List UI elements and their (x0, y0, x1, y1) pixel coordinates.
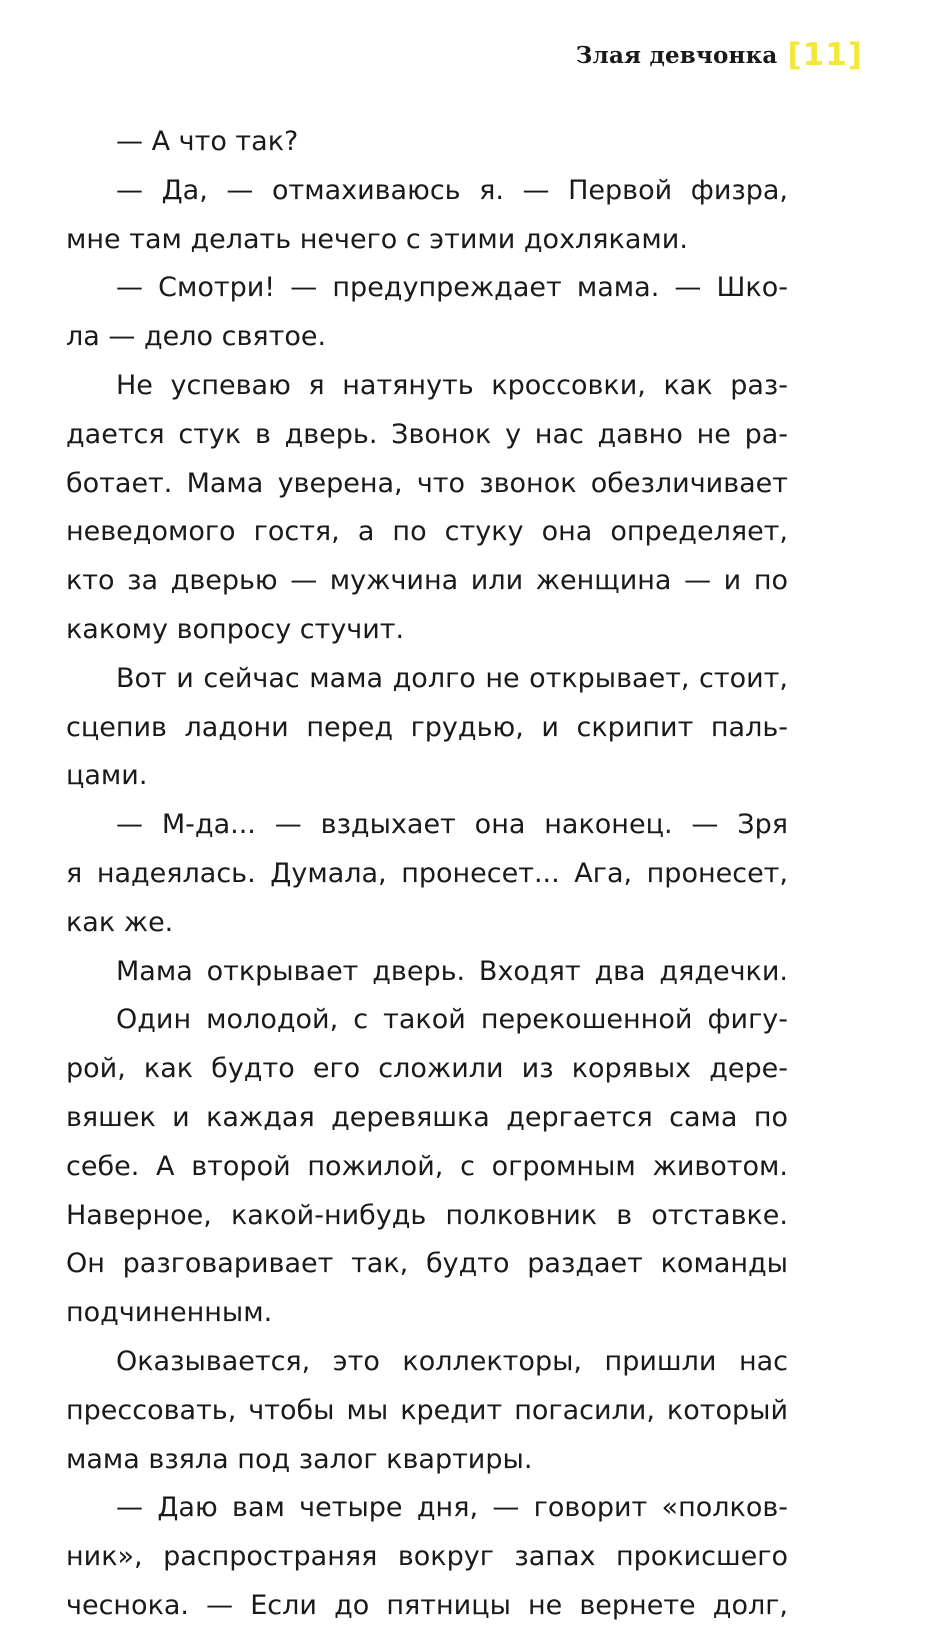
text-line: подчиненным. (66, 1297, 273, 1329)
text-line: — Даю вам четыре дня, — говорит «полков- (116, 1492, 788, 1524)
text-line: Он разговаривает так, будто раздает команды (66, 1248, 788, 1280)
text-line: — М-да... — вздыхает она наконец. — Зря (116, 809, 788, 841)
text-line: как же. (66, 906, 174, 938)
text-line: чеснока. — Если до пятницы не вернете долг, (66, 1589, 788, 1621)
text-line: Наверное, какой-нибудь полковник в отставке. (66, 1199, 788, 1231)
text-line: — А что так? (116, 126, 299, 157)
running-header (575, 37, 863, 73)
text-line: Мама открывает дверь. Входят два дядечки. (116, 955, 788, 987)
text-line: Один молодой, с такой перекошенной фигу- (116, 1004, 788, 1036)
text-line: — Да, — отмахиваюсь я. — Первой физра, (116, 174, 788, 206)
text-line: мама взяла под залог квартиры. (66, 1443, 533, 1475)
text-line: вяшек и каждая деревяшка дергается сама по (66, 1101, 788, 1133)
body-text (66, 118, 788, 1631)
text-line: дается стук в дверь. Звонок у нас давно не ра- (66, 418, 788, 450)
text-line: кто за дверью — мужчина или женщина — и по (66, 565, 788, 597)
text-line: ник», распространяя вокруг запах прокисшего (66, 1541, 788, 1573)
page-number: [11] (787, 37, 863, 73)
text-line: какому вопросу стучит. (66, 613, 405, 645)
text-line: Вот и сейчас мама долго не открывает, стоит, (116, 662, 788, 694)
text-line: ботает. Мама уверена, что звонок обезличивает (66, 467, 788, 499)
text-line: ла — дело святое. (66, 321, 327, 353)
text-line: себе. А второй пожилой, с огромным животом. (66, 1150, 788, 1182)
text-line: мне там делать нечего с этими дохляками. (66, 223, 688, 255)
text-line: я надеялась. Думала, пронесет... Ага, пронесет, (66, 857, 788, 889)
text-line: неведомого гостя, а по стуку она определяет, (66, 516, 788, 548)
text-line: сцепив ладони перед грудью, и скрипит паль- (66, 711, 788, 743)
text-line: — Смотри! — предупреждает мама. — Шко- (116, 272, 788, 304)
text-line: Оказывается, это коллекторы, пришли нас (116, 1345, 788, 1377)
text-line: цами. (66, 760, 148, 792)
text-line: рой, как будто его сложили из корявых дере- (66, 1053, 788, 1085)
running-title: Злая девчонка (575, 42, 778, 69)
text-line: прессовать, чтобы мы кредит погасили, который (66, 1394, 788, 1426)
text-line: Не успеваю я натянуть кроссовки, как раз- (116, 369, 788, 401)
